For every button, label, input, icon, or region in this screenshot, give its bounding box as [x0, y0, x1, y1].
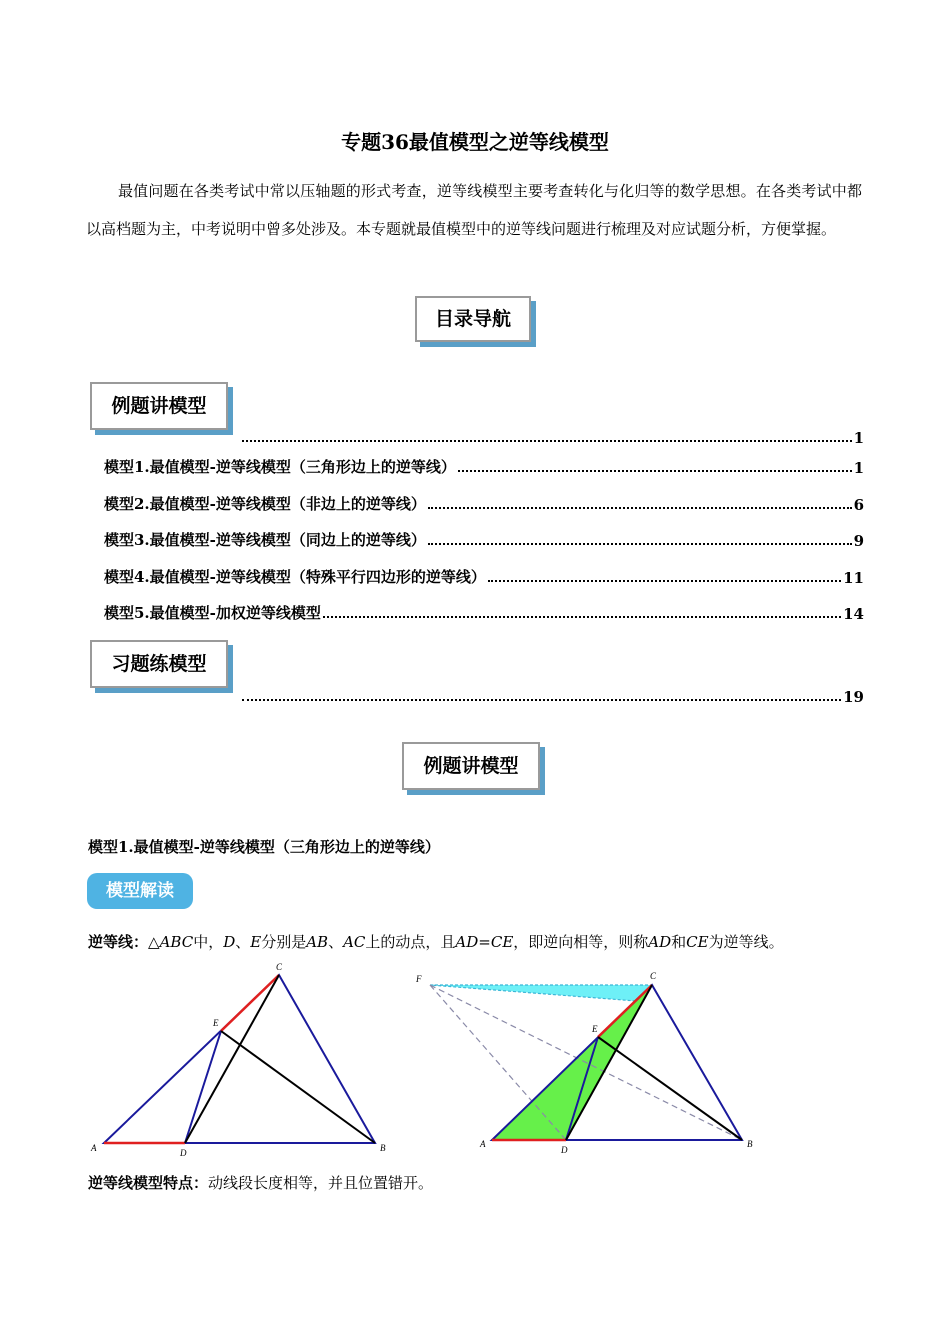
intro-paragraph: 最值问题在各类考试中常以压轴题的形式考查，逆等线模型主要考查转化与化归等的数学思想。在各类考试中都以高档题为主，中考说明中曾多处涉及。本专题就最值模型中的逆等线问题进行梳理及对应试题分析，方便掌握。: [86, 182, 862, 238]
toc-dots: [242, 699, 841, 701]
toc-item-model5[interactable]: [104, 601, 864, 623]
label-b: B: [747, 1139, 753, 1149]
toc-item-model3[interactable]: [104, 528, 864, 550]
label-a: A: [91, 1143, 97, 1153]
segment-cd: [185, 975, 279, 1143]
toc-dots: [428, 543, 852, 545]
text: AD=CE: [455, 933, 514, 951]
toc-dots: [488, 580, 841, 582]
toc-item-model1[interactable]: [104, 455, 864, 477]
text: ABC: [159, 933, 194, 951]
figure-triangle-right: [410, 966, 770, 1166]
feature-paragraph: [88, 1172, 433, 1193]
model1-heading: 模型1.最值模型-逆等线模型（三角形边上的逆等线）: [88, 838, 440, 856]
toc-dots: [458, 470, 852, 472]
definition-term: 逆等线：: [88, 933, 149, 951]
toc-exercises-box: [90, 640, 228, 688]
text: CE: [686, 933, 709, 951]
toc-dots: [323, 616, 841, 618]
toc-page: 6: [853, 496, 864, 514]
label-a: A: [480, 1139, 486, 1149]
text: △: [148, 933, 160, 951]
toc-item-label: 模型2.最值模型-逆等线模型（非边上的逆等线）: [104, 495, 426, 513]
figure-triangle-left: [88, 958, 398, 1164]
toc-dots: [428, 507, 852, 509]
label-d: D: [180, 1148, 187, 1158]
text: 和: [671, 933, 687, 951]
feature-term: 逆等线模型特点：: [88, 1174, 209, 1192]
toc-item-label: 模型5.最值模型-加权逆等线模型: [104, 604, 321, 622]
toc-exercises-label: 习题练模型: [111, 653, 207, 675]
toc-examples-entry[interactable]: [242, 425, 864, 447]
toc-page: 14: [843, 605, 864, 623]
label-e: E: [213, 1018, 219, 1028]
toc-nav-label: 目录导航: [434, 308, 511, 330]
text: 、: [328, 933, 344, 951]
feature-text: 动线段长度相等，并且位置错开。: [208, 1174, 434, 1192]
section-examples-label: 例题讲模型: [423, 755, 519, 777]
toc-page: 19: [843, 688, 864, 706]
model-reading-badge: 模型解读: [87, 873, 193, 909]
text: AC: [343, 933, 366, 951]
dashed-line-fd: [430, 985, 566, 1140]
definition-paragraph: [88, 931, 784, 952]
page-title: 专题36最值模型之逆等线模型: [341, 130, 609, 154]
text: 、: [235, 933, 251, 951]
text: AB: [306, 933, 329, 951]
dashed-line-fb: [430, 985, 742, 1140]
label-f: F: [416, 974, 422, 984]
toc-item-model4[interactable]: [104, 565, 864, 587]
text: 中，: [193, 933, 224, 951]
toc-item-label: 模型3.最值模型-逆等线模型（同边上的逆等线）: [104, 531, 426, 549]
toc-page: 1: [853, 429, 864, 447]
text: 上的动点，且: [365, 933, 456, 951]
toc-examples-box: [90, 382, 228, 430]
toc-item-label: 模型4.最值模型-逆等线模型（特殊平行四边形的逆等线）: [104, 568, 486, 586]
toc-page: 11: [843, 569, 864, 587]
label-e: E: [592, 1024, 598, 1034]
text: D: [223, 933, 236, 951]
label-c: C: [276, 962, 283, 972]
toc-exercises-entry[interactable]: [242, 684, 864, 706]
cyan-region: [430, 985, 652, 1001]
label-d: D: [561, 1145, 568, 1155]
text: E: [250, 933, 262, 951]
text: 分别是: [261, 933, 307, 951]
toc-dots: [242, 440, 852, 442]
label-c: C: [650, 971, 657, 981]
toc-nav-box: [415, 296, 531, 342]
toc-page: 1: [853, 459, 864, 477]
toc-examples-label: 例题讲模型: [111, 395, 207, 417]
text: ，即逆向相等，则称: [513, 933, 649, 951]
text: AD: [648, 933, 672, 951]
triangle-abc: [104, 975, 375, 1143]
label-b: B: [380, 1143, 386, 1153]
segment-ce: [221, 975, 279, 1031]
text: 为逆等线。: [708, 933, 784, 951]
segment-be: [221, 1031, 375, 1143]
segment-be-right: [598, 1037, 742, 1140]
toc-item-label: 模型1.最值模型-逆等线模型（三角形边上的逆等线）: [104, 458, 456, 476]
section-examples-box: [402, 742, 540, 790]
toc-item-model2[interactable]: [104, 492, 864, 514]
toc-page: 9: [853, 532, 864, 550]
